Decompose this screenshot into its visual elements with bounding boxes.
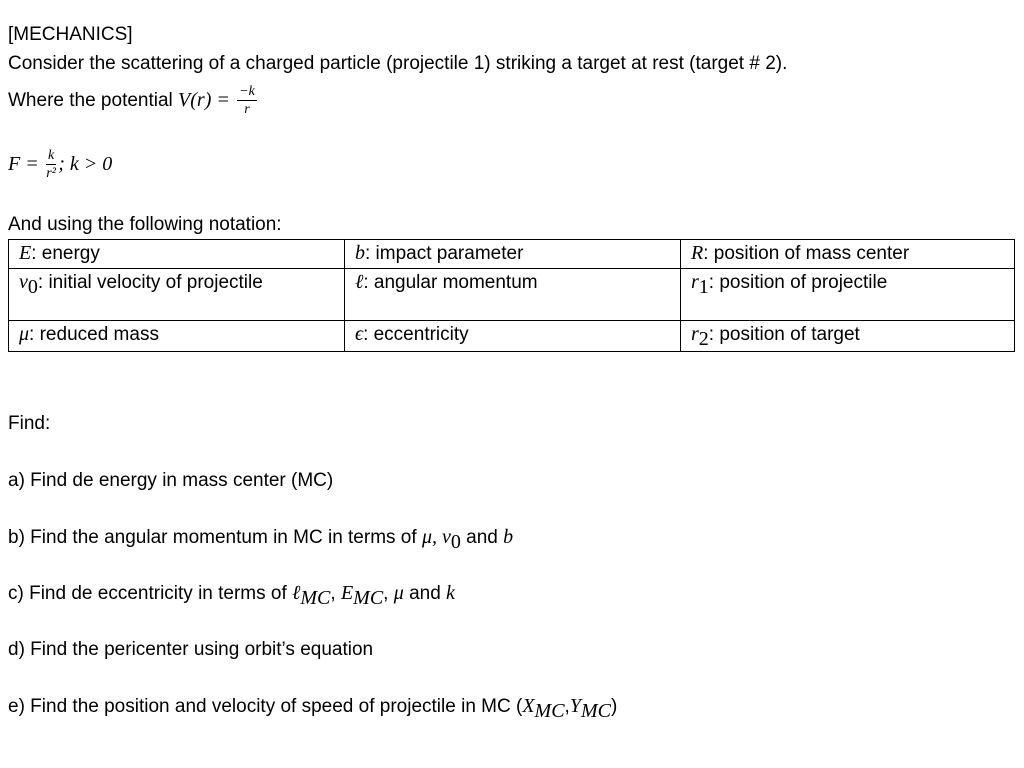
table-cell: $r_2$: position of target <box>681 321 1015 352</box>
question-e: e) Find the position and velocity of speed of projectile in MC $(X_{MC},Y_{MC})$ <box>8 695 618 722</box>
problem-intro: Consider the scattering of a charged particle (projectile 1) striking a target at rest (target # 2). <box>8 53 788 74</box>
force-denominator: r² <box>46 165 56 181</box>
question-c: c) Find de eccentricity in terms of ℓ$_{MC}$, $E_{MC}$, μ and k <box>8 582 455 609</box>
table-cell: R: position of mass center <box>681 240 1015 269</box>
potential-numerator: −k <box>239 83 255 99</box>
find-label: Find: <box>8 413 51 434</box>
question-b: b) Find the angular momentum in MC in terms of μ, $v_0$ and b <box>8 526 514 553</box>
question-a: a) Find de energy in mass center (MC) <box>8 470 334 491</box>
table-cell: ϵ: eccentricity <box>345 321 681 352</box>
force-numerator: k <box>48 147 55 163</box>
table-cell: $r_1$: position of projectile <box>681 269 1015 321</box>
notation-intro: And using the following notation: <box>8 214 282 235</box>
force-lhs: F = <box>8 153 39 175</box>
potential-line <box>8 80 259 120</box>
table-cell: E: energy <box>9 240 345 269</box>
question-d: d) Find the pericenter using orbit’s equation <box>8 639 374 660</box>
notation-table <box>8 239 1015 352</box>
potential-prefix: Where the potential <box>8 90 173 111</box>
table-row <box>9 321 1015 352</box>
table-cell: μ: reduced mass <box>9 321 345 352</box>
force-line <box>8 144 112 184</box>
potential-lhs: V(r) = <box>178 89 230 111</box>
potential-denominator: r <box>244 101 250 117</box>
table-row <box>9 240 1015 269</box>
table-cell: b: impact parameter <box>345 240 681 269</box>
force-fraction <box>46 149 56 181</box>
table-cell: $v_0$: initial velocity of projectile <box>9 269 345 321</box>
force-condition: ; k > 0 <box>58 153 113 175</box>
table-row <box>9 269 1015 321</box>
potential-fraction <box>237 85 257 117</box>
table-cell: ℓ: angular momentum <box>345 269 681 321</box>
section-tag: [MECHANICS] <box>8 24 133 45</box>
